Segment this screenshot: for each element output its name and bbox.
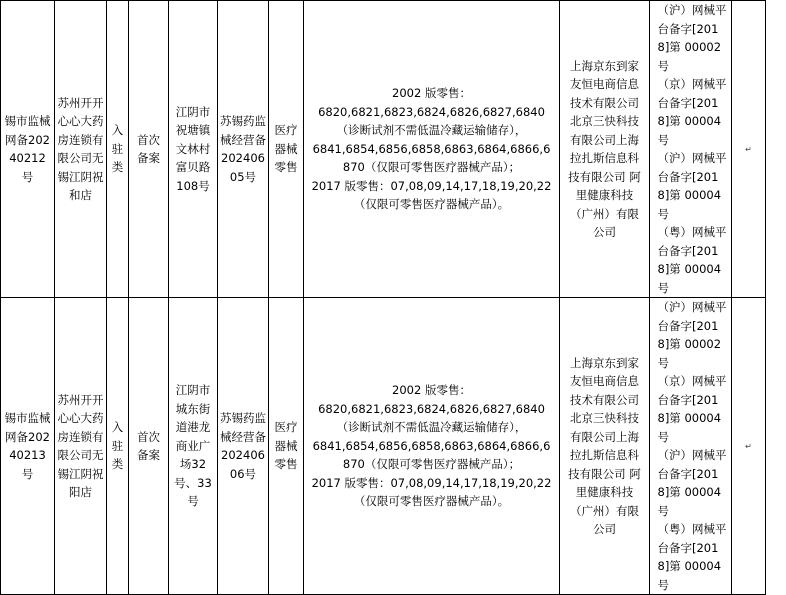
product-scope-cell <box>304 1 560 298</box>
registration-number-cell: 锡市监械网备20240212号 <box>1 1 55 298</box>
empty-cell <box>732 298 766 595</box>
license-number-cell: 苏锡药监械经营备20240605号 <box>218 1 269 298</box>
platform-record-cell <box>650 1 732 298</box>
product-line: 2002 版零售： <box>392 86 471 101</box>
type-cell: 入驻类 <box>107 1 129 298</box>
registration-number-cell: 锡市监械网备20240213号 <box>1 298 55 595</box>
product-line: 6820,6821,6823,6824,6826,6827,6840（诊断试剂不需低温冷藏运输储存）， <box>318 104 545 138</box>
empty-cell <box>732 1 766 298</box>
table-row <box>1 298 766 595</box>
product-line: 6841,6854,6856,6858,6863,6864,6866,6870（仅限可零售医疗器械产品）； <box>312 141 551 175</box>
license-number-cell: 苏锡药监械经营备20240606号 <box>218 298 269 595</box>
platform-cell: 上海京东到家友恒电商信息技术有限公司北京三快科技有限公司上海拉扎斯信息科技有限公司 阿里健康科技（广州）有限公司 <box>560 298 650 595</box>
record-entry: （京）网械平台备字[2018]第 00004 号 <box>657 77 727 147</box>
filing-type-cell: 首次备案 <box>129 1 169 298</box>
business-scope-cell: 医疗器械零售 <box>269 1 304 298</box>
record-entry: （沪）网械平台备字[2018]第 00002 号 <box>657 3 727 73</box>
filing-type-cell: 首次备案 <box>129 298 169 595</box>
record-entry: （京）网械平台备字[2018]第 00004 号 <box>657 374 727 444</box>
product-line: 2002 版零售： <box>392 383 471 398</box>
address-cell: 江阴市城东街道港龙商业广场32号、33号 <box>169 298 218 595</box>
product-line: 2017 版零售：07,08,09,14,17,18,19,20,22（仅限可零售医疗器械产品）。 <box>311 178 552 212</box>
product-scope-cell <box>304 298 560 595</box>
return-mark-icon: ↵ <box>745 144 752 154</box>
platform-cell: 上海京东到家友恒电商信息技术有限公司北京三快科技有限公司上海拉扎斯信息科技有限公司 阿里健康科技（广州）有限公司 <box>560 1 650 298</box>
product-line: 6820,6821,6823,6824,6826,6827,6840（诊断试剂不需低温冷藏运输储存）， <box>318 401 545 435</box>
company-name-cell: 苏州开开心心大药房连锁有限公司无锡江阴祝阳店 <box>55 298 107 595</box>
record-entry: （沪）网械平台备字[2018]第 00002 号 <box>657 300 727 370</box>
return-mark-icon: ↵ <box>745 441 752 451</box>
product-line: 6841,6854,6856,6858,6863,6864,6866,6870（仅限可零售医疗器械产品）； <box>312 438 551 472</box>
company-name-cell: 苏州开开心心大药房连锁有限公司无锡江阴祝和店 <box>55 1 107 298</box>
record-entry: （沪）网械平台备字[2018]第 00004 号 <box>657 151 727 221</box>
record-entry: （沪）网械平台备字[2018]第 00004 号 <box>657 448 727 518</box>
record-entry: （粤）网械平台备字[2018]第 00004 号 <box>657 225 727 295</box>
table-row <box>1 1 766 298</box>
platform-record-cell <box>650 298 732 595</box>
address-cell: 江阴市祝塘镇文林村富贝路108号 <box>169 1 218 298</box>
product-line: 2017 版零售：07,08,09,14,17,18,19,20,22（仅限可零售医疗器械产品）。 <box>311 475 552 509</box>
business-scope-cell: 医疗器械零售 <box>269 298 304 595</box>
type-cell: 入驻类 <box>107 298 129 595</box>
record-entry: （粤）网械平台备字[2018]第 00004 号 <box>657 522 727 592</box>
